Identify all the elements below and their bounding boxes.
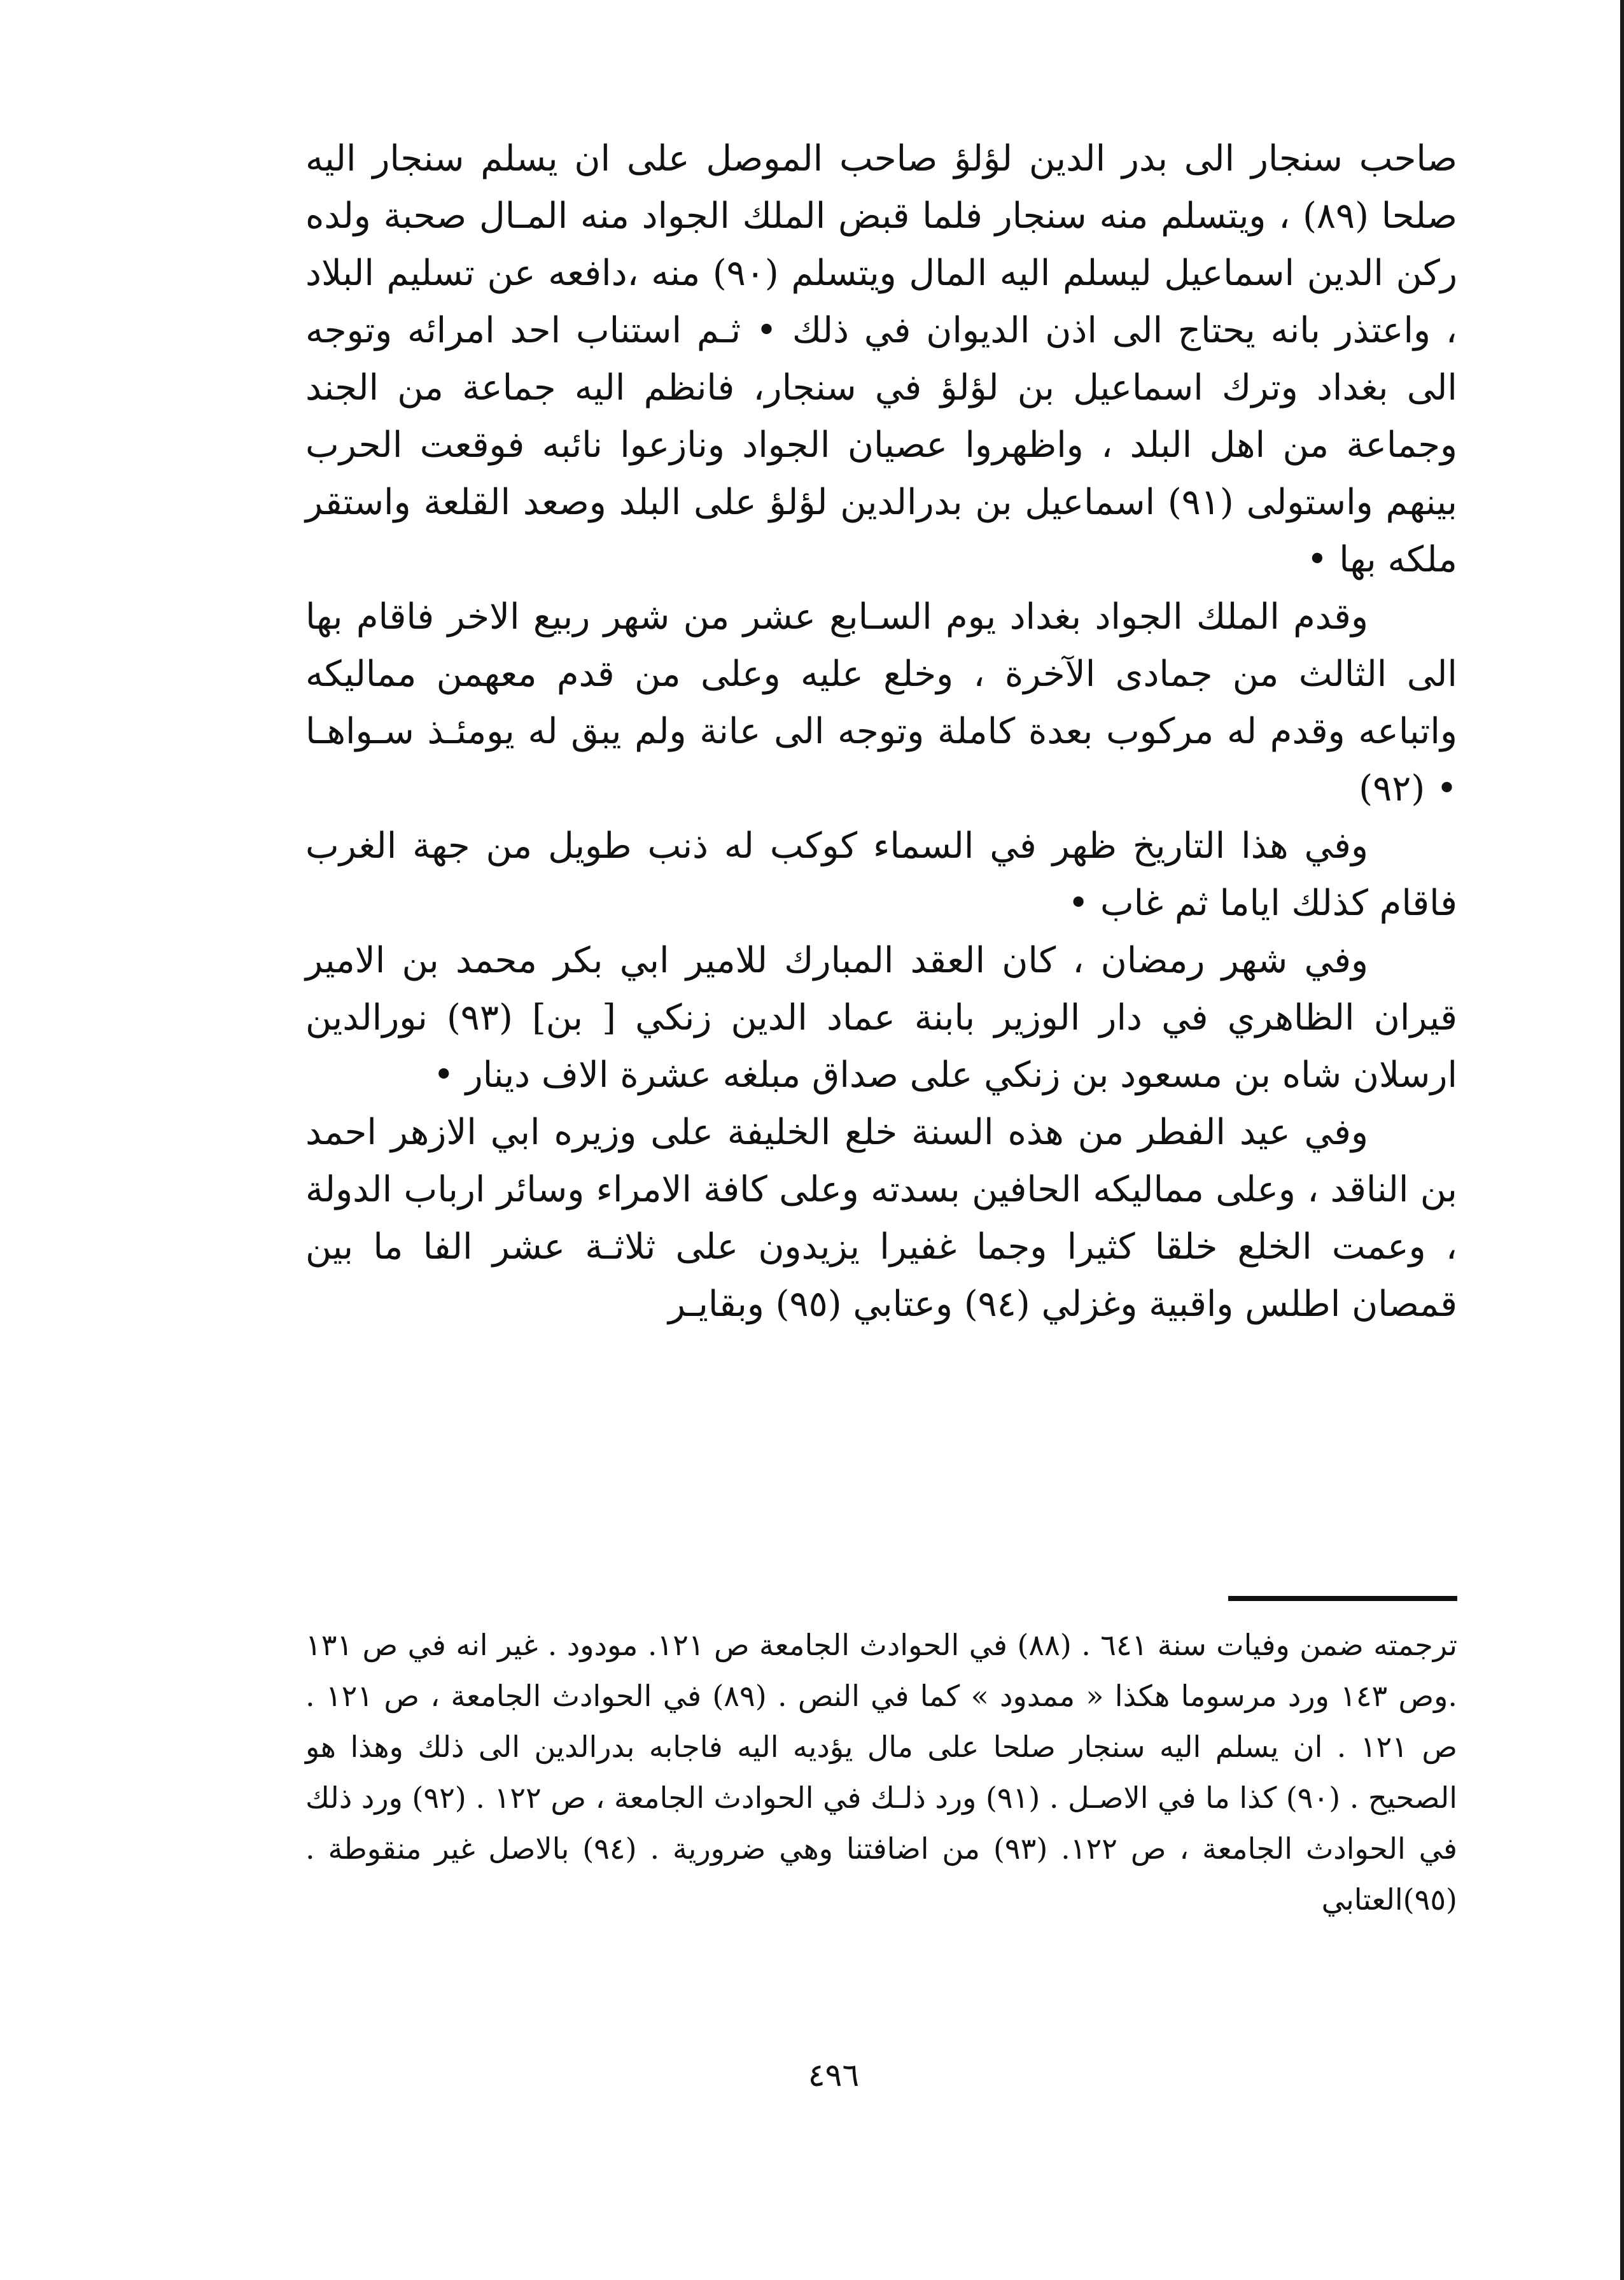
footnote-separator (1228, 1596, 1457, 1601)
footnotes (305, 1619, 1457, 1925)
footnotes-text: ترجمته ضمن وفيات سنة ٦٤١ . (٨٨) في الحوادث الجامعة ص ١٢١. مودود . غير انه في ص ١٣١ .وص ١٤٣ ورد مرسوما هكذا « ممدود » كما في النص . (٨٩) في الحوادث الجامعة ، ص ١٢١ . ص ١٢١ . ان يسلم اليه سنجار صلحا على مال يؤديه اليه فاجابه بدرالدين الى ذلك وهذا هو الصحيح . (٩٠) كذا ما في الاصـل . (٩١) ورد ذلـك في الحوادث الجامعة ، ص ١٢٢ . (٩٢) ورد ذلك في الحوادث الجامعة ، ص ١٢٢. (٩٣) من اضافتنا وهي ضرورية . (٩٤) بالاصل غير منقوطة . (٩٥)العتابي (305, 1628, 1457, 1917)
paragraph-1: صاحب سنجار الى بدر الدين لؤلؤ صاحب الموصل على ان يسلم سنجار اليه صلحا (٨٩) ، ويتسلم منه سنجار فلما قبض الملك الجواد منه المـال صحبة ولده ركن الدين اسماعيل ليسلم اليه المال ويتسلم (٩٠) منه ،دافعه عن تسليم البلاد ، واعتذر بانه يحتاج الى اذن الديوان في ذلك • ثـم استناب احد امرائه وتوجه الى بغداد وترك اسماعيل بن لؤلؤ في سنجار، فانظم اليه جماعة من الجند وجماعة من اهل البلد ، واظهروا عصيان الجواد ونازعوا نائبه فوقعت الحرب بينهم واستولى (٩١) اسماعيل بن بدرالدين لؤلؤ على البلد وصعد القلعة واستقر ملكه بها • (305, 138, 1458, 580)
paragraph-4: وفي شهر رمضان ، كان العقد المبارك للامير ابي بكر محمد بن الامير قيران الظاهري في دار الوزير بابنة عماد الدين زنكي [ بن] (٩٣) نورالدين ارسلان شاه بن مسعود بن زنكي على صداق مبلغه عشرة الاف دينار • (305, 940, 1458, 1096)
page-edge (1620, 0, 1624, 2280)
page-number: ٤٩٦ (808, 2057, 860, 2094)
paragraph-2: وقدم الملك الجواد بغداد يوم السـابع عشر من شهر ربيع الاخر فاقام بها الى الثالث من جمادى الآخرة ، وخلع عليه وعلى من قدم معهمن مماليكه واتباعه وقدم له مركوب بعدة كاملة وتوجه الى عانة ولم يبق له يومئـذ سـواهـا • (٩٢) (305, 596, 1457, 809)
paragraph-5: وفي عيد الفطر من هذه السنة خلع الخليفة على وزيره ابي الازهر احمد بن الناقد ، وعلى مماليكه الحافين بسدته وعلى كافة الامراء وسائر ارباب الدولة ، وعمت الخلع خلقا كثيرا وجما غفيرا يزيدون على ثلاثـة عشر الفا ما بين قمصان اطلس واقبية وغزلي (٩٤) وعتابي (٩٥) وبقايـر (305, 1112, 1457, 1325)
paragraph-3: وفي هذا التاريخ ظهر في السماء كوكب له ذنب طويل من جهة الغرب فاقام كذلك اياما ثم غاب • (305, 825, 1457, 924)
main-text (305, 130, 1457, 1333)
